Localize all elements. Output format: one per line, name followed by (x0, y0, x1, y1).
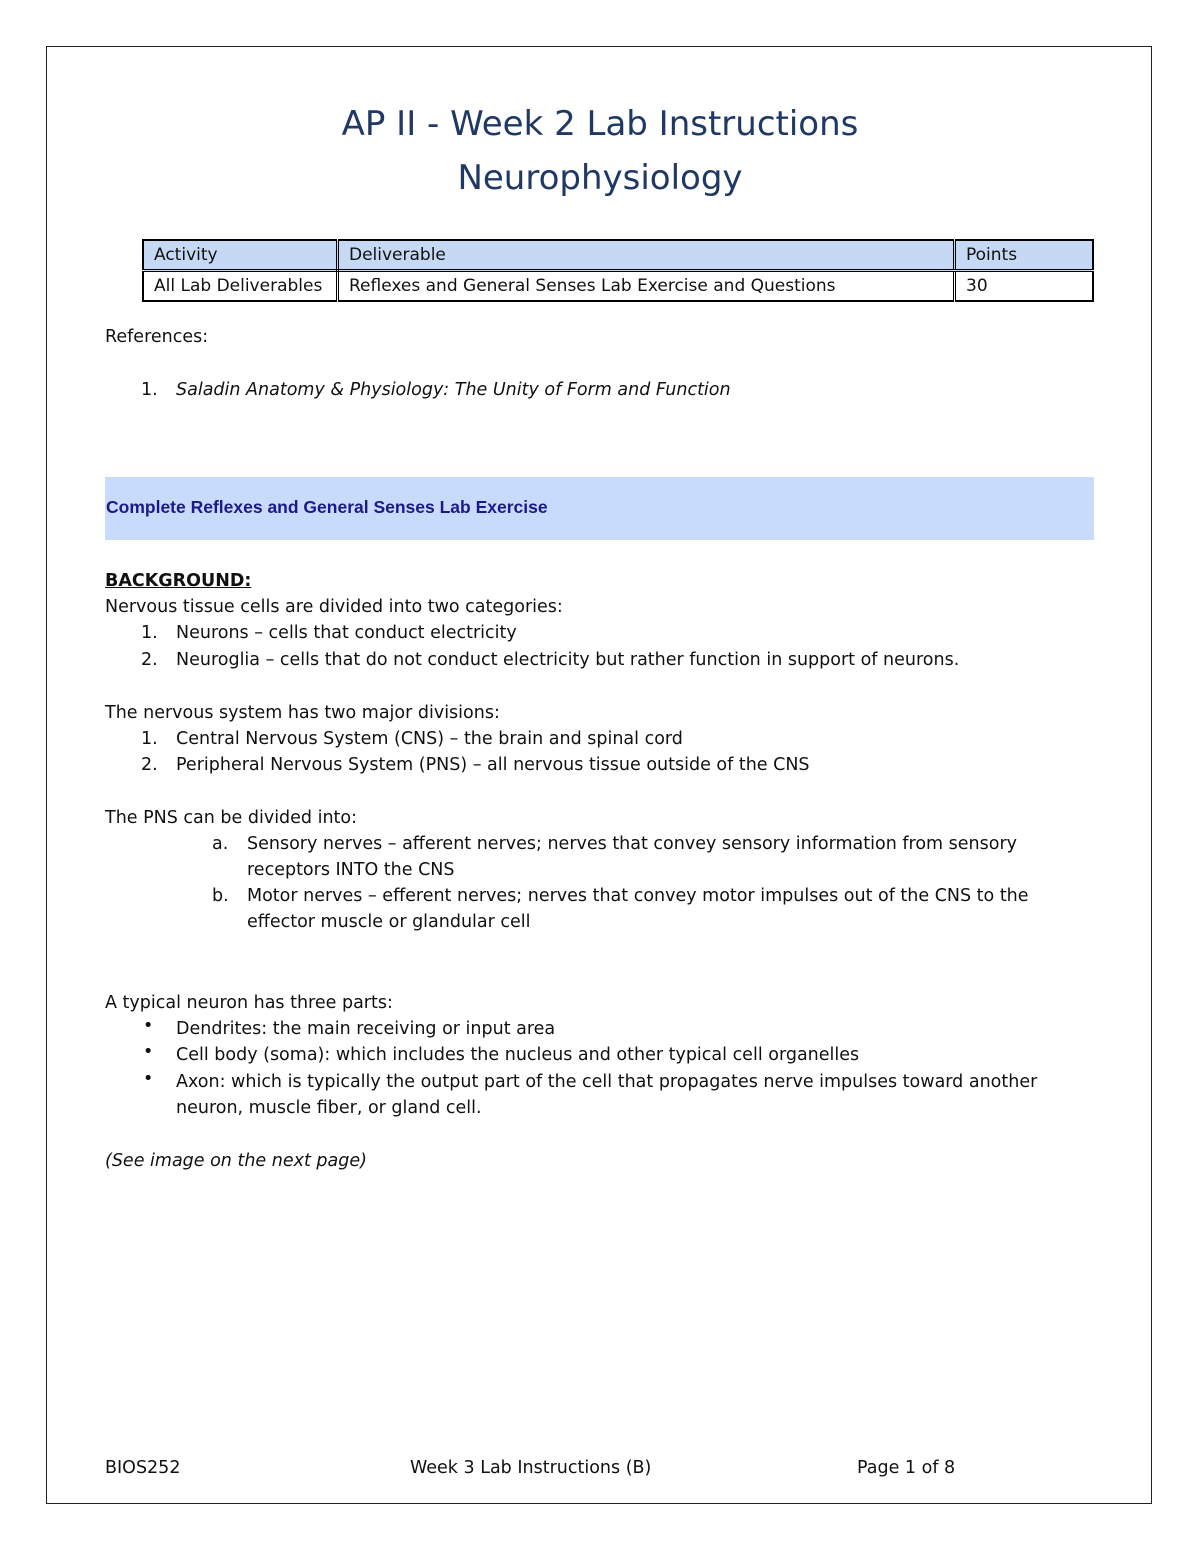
references-label: References: (105, 327, 209, 347)
list-letter: a. (212, 834, 229, 854)
bullet-icon: • (143, 1042, 154, 1062)
list-item-continued: neuron, muscle fiber, or gland cell. (176, 1098, 482, 1118)
divisions-intro: The nervous system has two major divisions: (105, 703, 500, 723)
list-letter: b. (212, 886, 229, 906)
list-item: Axon: which is typically the output part of the cell that propagates nerve impulses toward another (176, 1072, 1038, 1092)
bullet-icon: • (143, 1016, 154, 1036)
list-item-continued: receptors INTO the CNS (247, 860, 455, 880)
page-title: AP II - Week 2 Lab Instructions (341, 104, 859, 144)
reference-item (176, 377, 731, 403)
table-cell: Reflexes and General Senses Lab Exercise and Questions (338, 271, 955, 302)
list-item: Sensory nerves – afferent nerves; nerves that convey sensory information from sensory (247, 834, 1017, 854)
list-number: 2. (141, 650, 158, 670)
list-item: Neuroglia – cells that do not conduct electricity but rather function in support of neurons. (176, 650, 960, 670)
list-item: Dendrites: the main receiving or input area (176, 1019, 556, 1039)
list-item: Neurons – cells that conduct electricity (176, 623, 517, 643)
footer-document: Week 3 Lab Instructions (B) (410, 1458, 652, 1478)
deliverables-table (142, 239, 1094, 302)
table-header-cell: Deliverable (338, 240, 955, 271)
list-item: Motor nerves – efferent nerves; nerves that convey motor impulses out of the CNS to the (247, 886, 1029, 906)
reference-book: Anatomy & Physiology: The Unity of Form and Function (246, 380, 731, 400)
list-item-continued: effector muscle or glandular cell (247, 912, 531, 932)
table-row (143, 271, 1093, 302)
bullet-icon: • (143, 1069, 154, 1089)
table-cell: 30 (955, 271, 1094, 302)
list-item: Cell body (soma): which includes the nucleus and other typical cell organelles (176, 1045, 860, 1065)
section-heading: Complete Reflexes and General Senses Lab Exercise (106, 497, 548, 517)
pns-intro: The PNS can be divided into: (105, 808, 358, 828)
list-number: 1. (141, 623, 158, 643)
see-image-note: (See image on the next page) (105, 1151, 367, 1171)
list-number: 1. (141, 380, 158, 400)
table-header-row (143, 240, 1093, 271)
reference-author: Saladin (176, 380, 247, 400)
table-cell: All Lab Deliverables (143, 271, 338, 302)
list-number: 2. (141, 755, 158, 775)
table-header-cell: Activity (143, 240, 338, 271)
cells-intro: Nervous tissue cells are divided into two categories: (105, 597, 563, 617)
footer-page-number: Page 1 of 8 (857, 1458, 956, 1478)
page-subtitle: Neurophysiology (457, 158, 743, 198)
list-item: Peripheral Nervous System (PNS) – all nervous tissue outside of the CNS (176, 755, 810, 775)
background-heading: BACKGROUND: (105, 571, 252, 591)
list-number: 1. (141, 729, 158, 749)
footer-course: BIOS252 (105, 1458, 181, 1478)
table-header-cell: Points (955, 240, 1094, 271)
neuron-intro: A typical neuron has three parts: (105, 993, 393, 1013)
list-item: Central Nervous System (CNS) – the brain and spinal cord (176, 729, 683, 749)
